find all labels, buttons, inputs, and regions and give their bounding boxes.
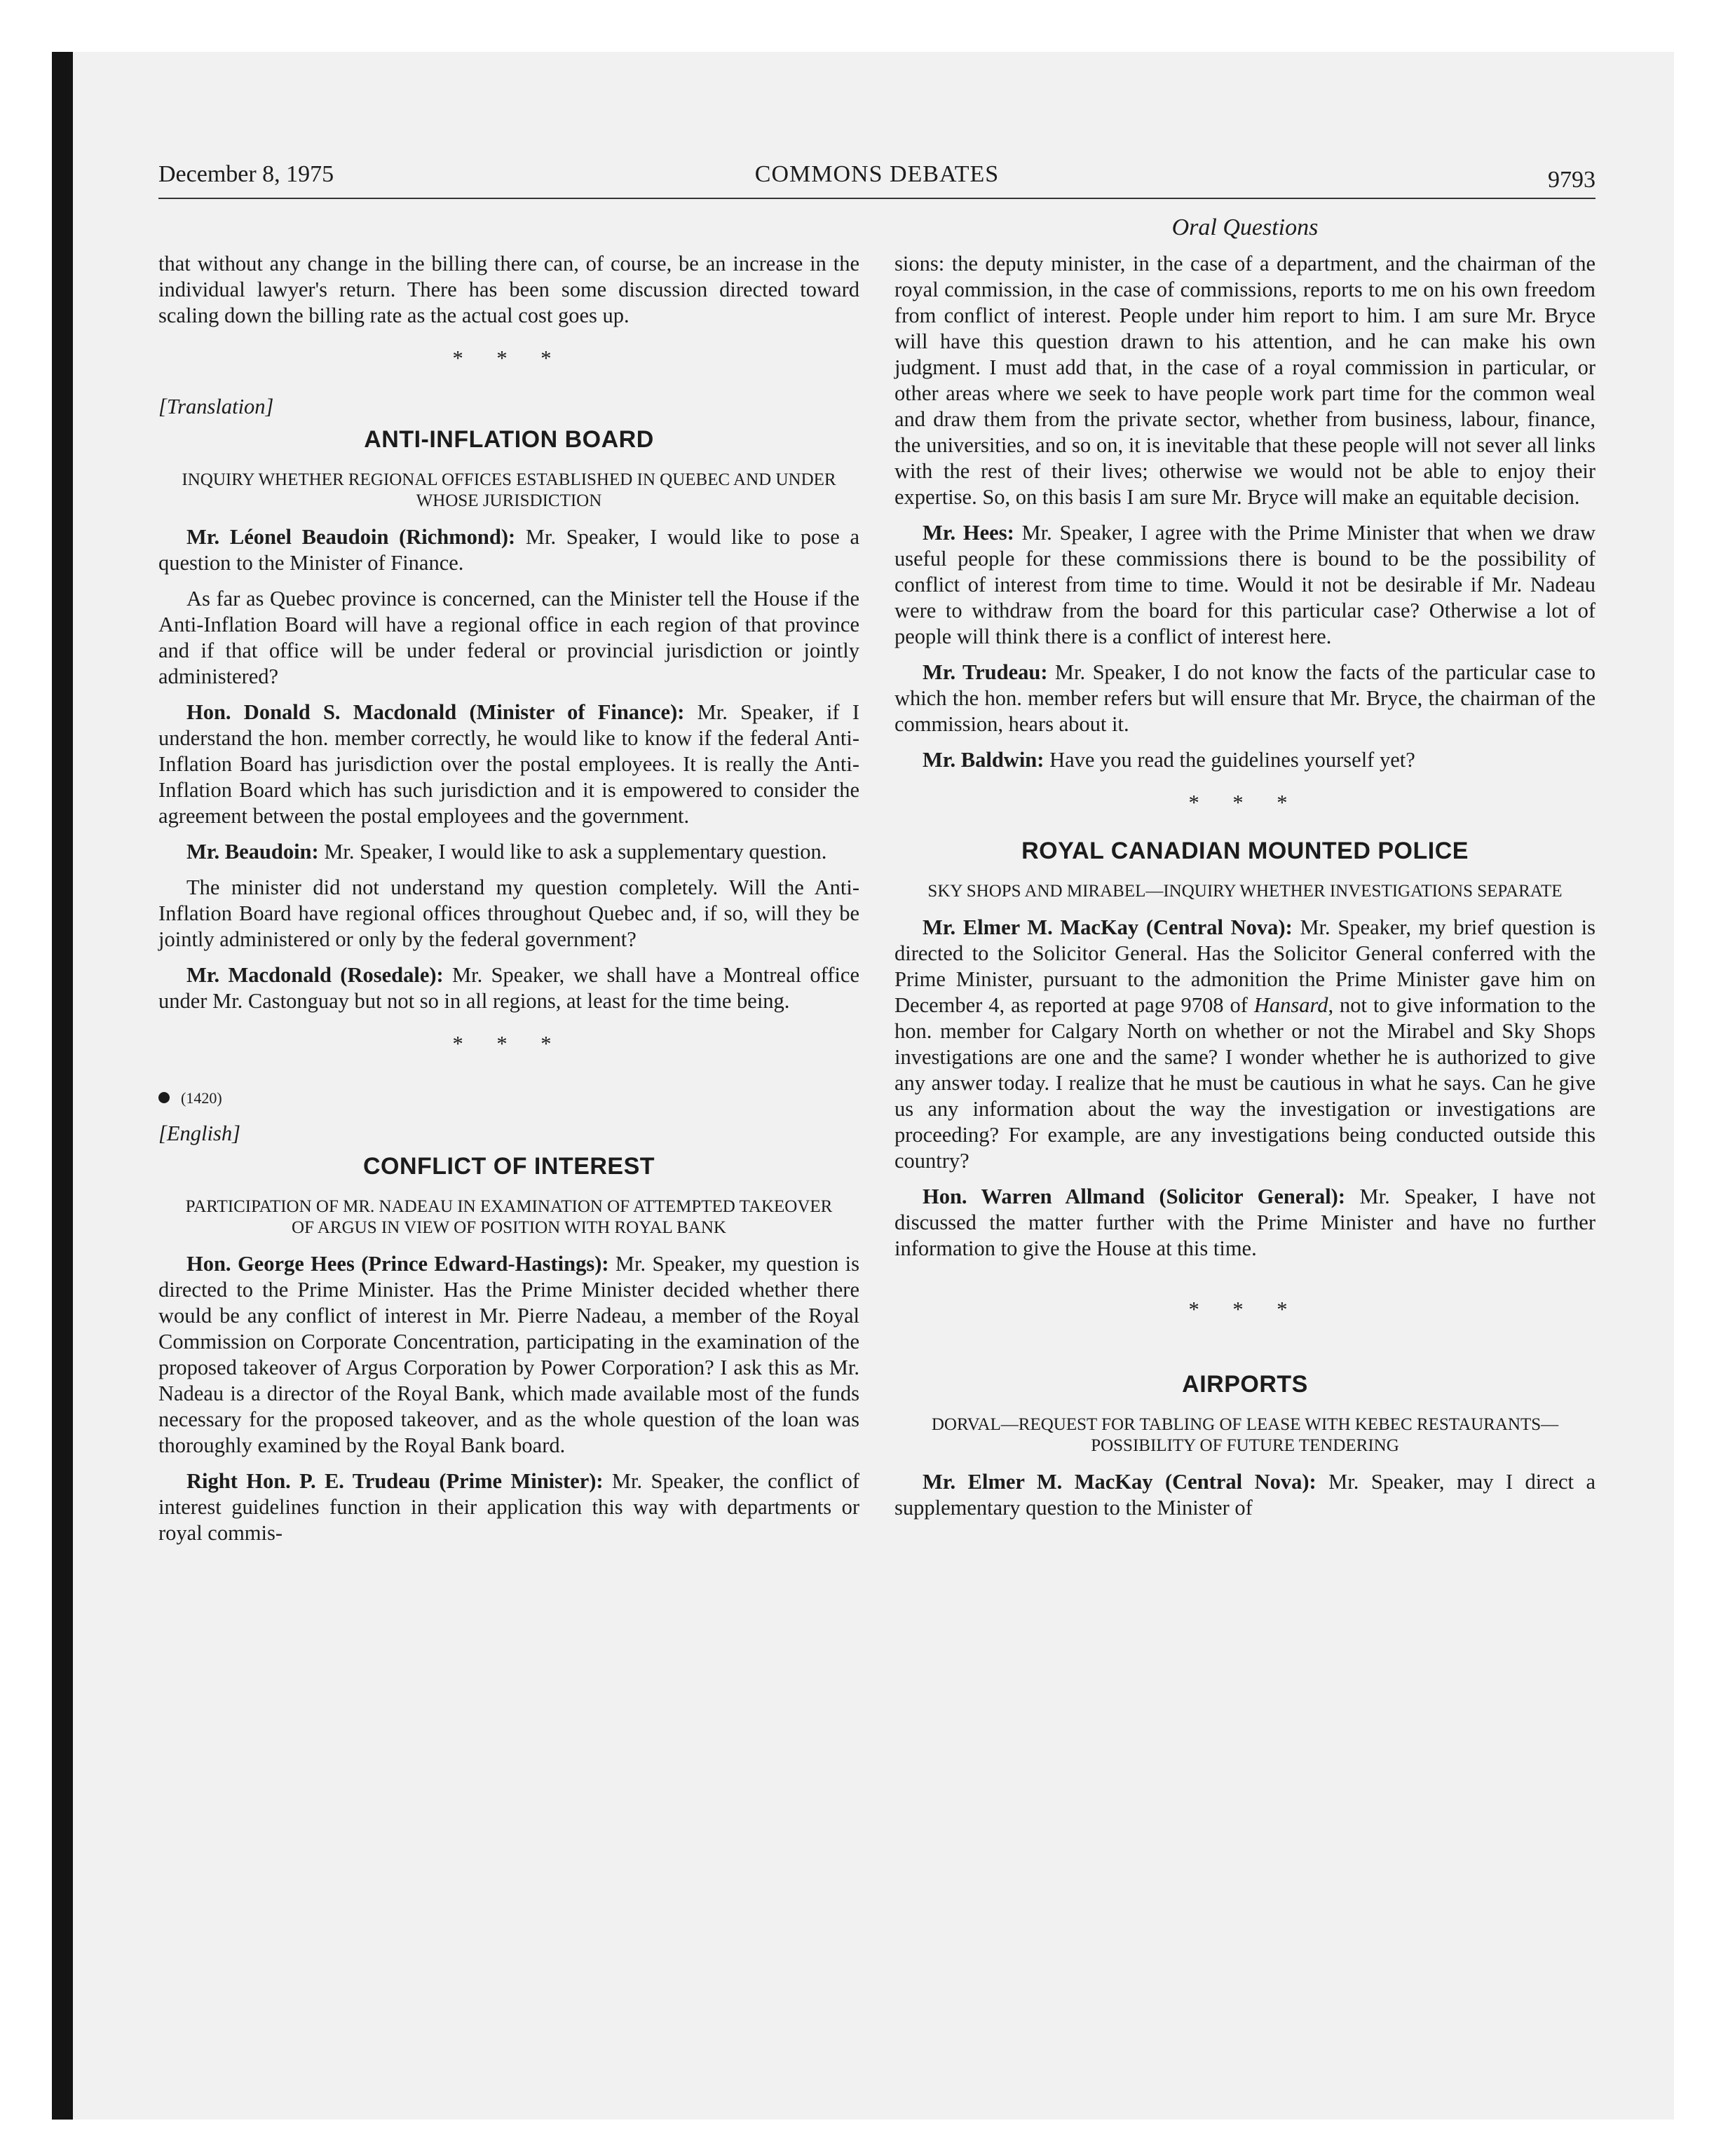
speaker-name: Mr. Hees: — [923, 521, 1014, 545]
speech-text: Mr. Speaker, my brief question is directed to the Solicitor General. Has the Solicitor General conferred with the Prime Minister, pursuant to the admonition the Prime Minister gave him on December 4, as reported at page 9708 of — [894, 915, 1595, 1017]
page-number: 9793 — [1548, 167, 1595, 193]
speech-text: Mr. Speaker, we shall have a Montreal office under Mr. Castonguay but not so in all regions, at least for the time being. — [158, 963, 859, 1013]
section-title: Oral Questions — [1171, 214, 1319, 240]
speaker-name: Mr. Trudeau: — [923, 660, 1048, 684]
paragraph — [158, 700, 859, 829]
hansard-title: Hansard — [1253, 993, 1328, 1017]
speaker-name: Mr. Macdonald (Rosedale): — [186, 963, 444, 987]
section-separator: * * * — [452, 346, 566, 370]
paragraph — [894, 1184, 1595, 1262]
heading-airports: AIRPORTS — [1182, 1371, 1308, 1398]
subheading: SKY SHOPS AND MIRABEL—INQUIRY WHETHER INVESTIGATIONS SEPARATE — [927, 882, 1563, 901]
page-header — [158, 157, 1595, 199]
speaker-name: Mr. Elmer M. MacKay (Central Nova): — [923, 915, 1293, 939]
language-note: [Translation] — [158, 395, 274, 418]
header-title: COMMONS DEBATES — [754, 161, 1000, 187]
language-note: [English] — [158, 1121, 240, 1145]
subheading: INQUIRY WHETHER REGIONAL OFFICES ESTABLISHED IN QUEBEC AND UNDER WHOSE JURISDICTION — [182, 470, 836, 510]
speech-text: Mr. Speaker, may I direct a supplementary question to the Minister of — [894, 1470, 1595, 1520]
subheading: DORVAL—REQUEST FOR TABLING OF LEASE WITH KEBEC RESTAURANTS—POSSIBILITY OF FUTURE TENDERING — [931, 1415, 1559, 1455]
heading-rcmp: ROYAL CANADIAN MOUNTED POLICE — [1021, 838, 1469, 864]
heading-anti-inflation-board: ANTI-INFLATION BOARD — [364, 426, 654, 453]
speech-text: Mr. Speaker, my question is directed to the Prime Minister. Has the Prime Minister decided whether there would be any conflict of interest in Mr. Pierre Nadeau, a member of the Royal Commission on Corporate Concentration, participating in the examination of the proposed takeover of Argus Corporation by Power Corporation? I ask this as Mr. Nadeau is a director of the Royal Bank, which made available most of the funds necessary for the proposed takeover, and as the whole question of the loan was thoroughly examined by the Royal Bank board. — [158, 1252, 859, 1457]
speaker-name: Mr. Léonel Beaudoin (Richmond): — [186, 525, 516, 549]
paragraph — [158, 962, 859, 1014]
speech-text: Mr. Speaker, I do not know the facts of the particular case to which the hon. member refers but will ensure that Mr. Bryce, the chairman of the commission, hears about it. — [894, 660, 1595, 736]
paragraph — [158, 1251, 859, 1459]
time-marker — [158, 1085, 859, 1111]
speech-text: Have you read the guidelines yourself yet? — [1044, 748, 1415, 772]
speaker-name: Hon. Warren Allmand (Solicitor General): — [923, 1185, 1345, 1208]
paragraph: that without any change in the billing there can, of course, be an increase in the individual lawyer's return. There has been some discussion directed toward scaling down the billing rate as the actual cost goes up. — [158, 252, 859, 327]
time-marker-text: (1420) — [181, 1089, 222, 1107]
speech-text: Mr. Speaker, I would like to ask a supplementary question. — [318, 840, 827, 864]
speaker-name: Mr. Beaudoin: — [186, 840, 319, 864]
paragraph: As far as Quebec province is concerned, can the Minister tell the House if the Anti-Inflation Board will have a regional office in each region of that province and if that office will be under federal or provincial jurisdiction or jointly administered? — [158, 587, 859, 688]
speaker-name: Mr. Elmer M. MacKay (Central Nova): — [923, 1470, 1316, 1494]
right-column — [894, 251, 1595, 1531]
paragraph — [894, 747, 1595, 773]
speech-text: , not to give information to the hon. member for Calgary North on whether or not the Mirabel and Sky Shops investigations are one and the same? I wonder whether he is authorized to give any answer today. I realize that he must be cautious in what he says. Can he give us any information about the way the investigation or investigations are proceeding? For example, are any investigations being conducted outside this country? — [894, 993, 1595, 1173]
speaker-name: Right Hon. P. E. Trudeau (Prime Minister): — [186, 1469, 604, 1493]
scan-edge — [52, 52, 73, 2120]
section-separator: * * * — [1188, 1297, 1302, 1321]
speech-text: Mr. Speaker, I have not discussed the matter further with the Prime Minister and have no further information to give the House at this time. — [894, 1185, 1595, 1260]
paragraph — [894, 660, 1595, 737]
speech-text: Mr. Speaker, I agree with the Prime Minister that when we draw useful people for these commissions there is bound to be the possibility of conflict of interest from time to time. Would it not be desirable if Mr. Nadeau were to withdraw from the board for this particular case? Otherwise a lot of people will think there is a conflict of interest here. — [894, 521, 1595, 648]
paragraph — [894, 520, 1595, 650]
speech-text: Mr. Speaker, I would like to pose a question to the Minister of Finance. — [158, 525, 859, 575]
bullet-icon — [158, 1092, 170, 1103]
left-column — [158, 251, 859, 1556]
speech-text: Mr. Speaker, the conflict of interest guidelines function in their application this way with departments or royal commis- — [158, 1469, 859, 1545]
paragraph: The minister did not understand my question completely. Will the Anti-Inflation Board have regional offices throughout Quebec and, if so, will they be jointly administered or only by the federal government? — [158, 875, 859, 951]
speaker-name: Hon. George Hees (Prince Edward-Hastings): — [186, 1252, 609, 1276]
speaker-name: Hon. Donald S. Macdonald (Minister of Finance): — [186, 700, 685, 724]
speaker-name: Mr. Baldwin: — [923, 748, 1045, 772]
section-separator: * * * — [452, 1032, 566, 1056]
speech-text: Mr. Speaker, if I understand the hon. member correctly, he would like to know if the federal Anti-Inflation Board has jurisdiction over the postal employees. It is really the Anti-Inflation Board which has such jurisdiction and it is empowered to consider the agreement between the postal employees and the government. — [158, 700, 859, 828]
paragraph — [158, 839, 859, 865]
paragraph: sions: the deputy minister, in the case of a department, and the chairman of the royal commission, in the case of commissions, reports to me on his own freedom from conflict of interest. People under him report to him. I am sure Mr. Bryce will have this question drawn to his attention, and he can make his own judgment. I must add that, in the case of a royal commission in particular, or other areas where we seek to have people work part time for the common weal and draw them from the private sector, whether from business, labour, finance, the universities, and so on, it is inevitable that these people will not sever all links with the rest of their lives; otherwise we would not be able to enjoy their expertise. So, on this basis I am sure Mr. Bryce will make an equitable decision. — [894, 252, 1595, 509]
heading-conflict-of-interest: CONFLICT OF INTEREST — [362, 1153, 655, 1180]
section-separator: * * * — [1188, 791, 1302, 814]
header-date: December 8, 1975 — [158, 161, 334, 187]
paragraph — [158, 524, 859, 576]
paragraph — [158, 1468, 859, 1546]
paragraph — [894, 1469, 1595, 1521]
subheading: PARTICIPATION OF MR. NADEAU IN EXAMINATION OF ATTEMPTED TAKEOVER OF ARGUS IN VIEW OF POSITION WITH ROYAL BANK — [185, 1197, 833, 1237]
paragraph — [894, 915, 1595, 1174]
